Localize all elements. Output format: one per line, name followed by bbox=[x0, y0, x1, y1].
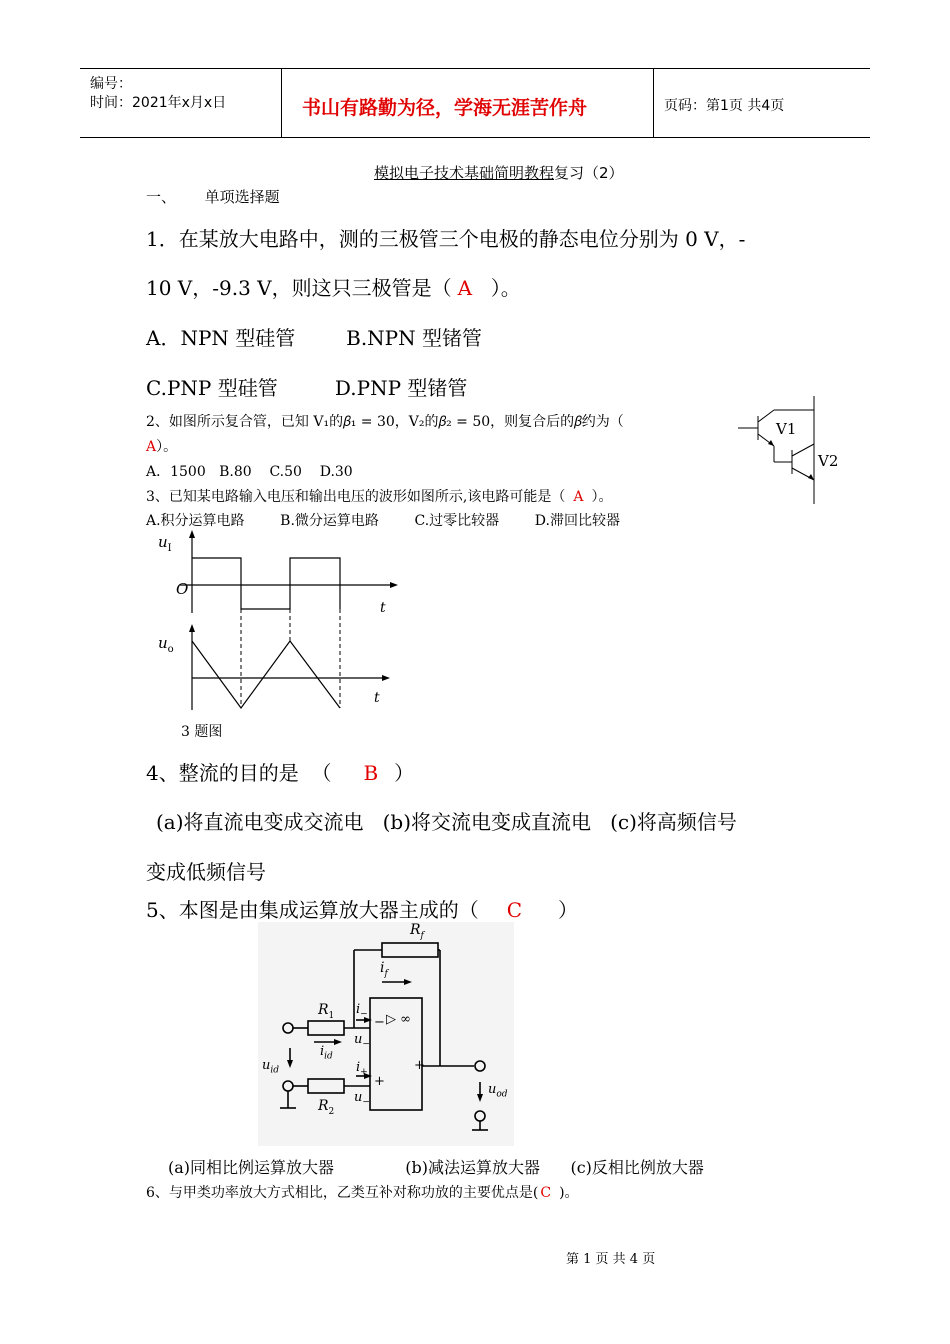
r2-symbol: R bbox=[318, 1098, 329, 1114]
q2-line2 bbox=[146, 436, 177, 456]
u-minus-top-subscript: − bbox=[362, 1039, 370, 1050]
r1-subscript: 1 bbox=[328, 1010, 335, 1021]
q1-options-cd: C.PNP 型硅管 D.PNP 型锗管 bbox=[146, 376, 468, 400]
page-indicator: 页码：第1页 共4页 bbox=[664, 98, 785, 114]
opamp-plus-sign: + bbox=[374, 1074, 385, 1089]
q2-answer: A bbox=[146, 439, 157, 455]
i-plus-subscript: + bbox=[360, 1067, 368, 1078]
title-main: 模拟电子技术基础简明教程 bbox=[374, 164, 555, 182]
section-heading: 一、 单项选择题 bbox=[146, 188, 280, 206]
q4-options-line2: 变成低频信号 bbox=[146, 860, 266, 884]
q2-text-end: ）。 bbox=[156, 439, 178, 455]
q1-options-ab: A．NPN 型硅管 B.NPN 型锗管 bbox=[146, 326, 482, 350]
uo-axis-label bbox=[158, 634, 174, 655]
i-minus-subscript: − bbox=[360, 1009, 368, 1020]
rf-symbol: R bbox=[410, 922, 421, 938]
ui-axis-label bbox=[158, 533, 172, 554]
q5-text: 5、本图是由集成运算放大器主成的（ bbox=[146, 898, 479, 922]
uid-symbol: u bbox=[262, 1058, 271, 1073]
if-label bbox=[380, 960, 388, 979]
waveform-diagram bbox=[150, 528, 410, 718]
q3-options: A.积分运算电路 B.微分运算电路 C.过零比较器 D.滞回比较器 bbox=[146, 513, 620, 529]
q4-answer: B bbox=[363, 761, 379, 785]
q6-text-end: )。 bbox=[559, 1185, 579, 1201]
q6-line bbox=[146, 1182, 579, 1202]
title-suffix-text: 复习（2） bbox=[554, 164, 624, 182]
opamp-circuit bbox=[258, 922, 514, 1146]
opamp-output-plus: + bbox=[414, 1058, 425, 1073]
ui-symbol: u bbox=[158, 533, 168, 551]
if-symbol: i bbox=[380, 960, 385, 976]
q5-options: (a)同相比例运算放大器 (b)减法运算放大器 (c)反相比例放大器 bbox=[168, 1158, 704, 1177]
ui-subscript: I bbox=[167, 543, 172, 554]
i-minus-symbol: i bbox=[356, 1002, 361, 1017]
i-plus-symbol: i bbox=[356, 1060, 361, 1075]
uo-subscript: o bbox=[167, 644, 174, 655]
q2-options: A．1500 B.80 C.50 D.30 bbox=[146, 464, 353, 480]
q3-text-end: ）。 bbox=[591, 489, 613, 505]
r1-label bbox=[318, 1002, 334, 1021]
u-minus-top-symbol: u bbox=[354, 1032, 363, 1047]
q4-text: 4、整流的目的是 （ bbox=[146, 761, 332, 785]
q3-line1 bbox=[146, 486, 612, 506]
header-motto: 书山有路勤为径，学海无涯苦作舟 bbox=[302, 97, 588, 119]
rf-label bbox=[410, 922, 424, 941]
q2-line1: 2、如图所示复合管，已知 V₁的𝛽₁ = 30，V₂的𝛽₂ = 50，则复合后的𝛽约为（ bbox=[146, 414, 624, 430]
i-minus-label bbox=[356, 1002, 368, 1020]
uod-label bbox=[488, 1082, 508, 1100]
doc-time-label: 时间：2021年x月x日 bbox=[90, 95, 227, 111]
u-minus-bot-subscript: − bbox=[362, 1097, 370, 1108]
q5-answer: C bbox=[506, 898, 523, 922]
origin-label: O bbox=[176, 580, 189, 598]
q4-text-end: ） bbox=[394, 761, 415, 785]
q1-answer: A bbox=[457, 276, 473, 300]
uo-symbol: u bbox=[158, 634, 168, 652]
q3-text: 3、已知某电路输入电压和输出电压的波形如图所示,该电路可能是（ bbox=[146, 489, 566, 505]
uid-label bbox=[262, 1058, 279, 1076]
q1-text: 10 V，-9.3 V，则这只三极管是（ bbox=[146, 276, 452, 300]
darlington-diagram bbox=[738, 392, 822, 508]
page-footer: 第 1 页 共 4 页 bbox=[566, 1252, 656, 1267]
q1-line2 bbox=[146, 272, 521, 301]
q1-text-end: ）。 bbox=[478, 276, 521, 300]
uid-subscript: id bbox=[270, 1065, 280, 1076]
iid-symbol: i bbox=[320, 1044, 325, 1059]
opamp-minus-sign: − bbox=[374, 1015, 385, 1030]
doc-number-label: 编号： bbox=[90, 76, 132, 92]
iid-subscript: id bbox=[324, 1051, 333, 1062]
v1-label: V1 bbox=[776, 420, 797, 438]
uod-subscript: od bbox=[496, 1089, 508, 1100]
u-minus-top-label bbox=[354, 1032, 370, 1050]
q1-line1: 1．在某放大电路中，测的三极管三个电极的静态电位分别为 0 V，- bbox=[146, 227, 746, 251]
page-title bbox=[374, 162, 624, 183]
u-minus-bot-symbol: u bbox=[354, 1090, 363, 1105]
q6-answer: C bbox=[540, 1185, 552, 1201]
opamp-figure bbox=[258, 922, 514, 1146]
q3-figure-caption: 3 题图 bbox=[181, 724, 223, 740]
q5-line bbox=[146, 894, 578, 923]
uod-symbol: u bbox=[488, 1082, 497, 1097]
t-axis-label-2: t bbox=[374, 690, 380, 706]
q4-line bbox=[146, 757, 414, 786]
header-divider bbox=[281, 69, 282, 137]
r2-label bbox=[318, 1098, 334, 1117]
i-plus-label bbox=[356, 1060, 368, 1078]
if-subscript: f bbox=[384, 968, 388, 979]
q4-options-line1: (a)将直流电变成交流电 (b)将交流电变成直流电 (c)将高频信号 bbox=[156, 810, 737, 834]
u-minus-bot-label bbox=[354, 1090, 370, 1108]
opamp-symbol: ▷ ∞ bbox=[386, 1012, 411, 1027]
r2-subscript: 2 bbox=[328, 1106, 335, 1117]
r1-symbol: R bbox=[318, 1002, 329, 1018]
q3-answer: A bbox=[573, 489, 584, 505]
v2-label: V2 bbox=[818, 452, 839, 470]
header-divider bbox=[653, 69, 654, 137]
page-header bbox=[80, 68, 870, 138]
iid-label bbox=[320, 1044, 333, 1062]
q5-text-end: ） bbox=[558, 898, 579, 922]
rf-subscript: f bbox=[420, 930, 424, 941]
t-axis-label-1: t bbox=[380, 600, 386, 616]
q6-text: 6、与甲类功率放大方式相比，乙类互补对称功放的主要优点是( bbox=[146, 1185, 539, 1201]
